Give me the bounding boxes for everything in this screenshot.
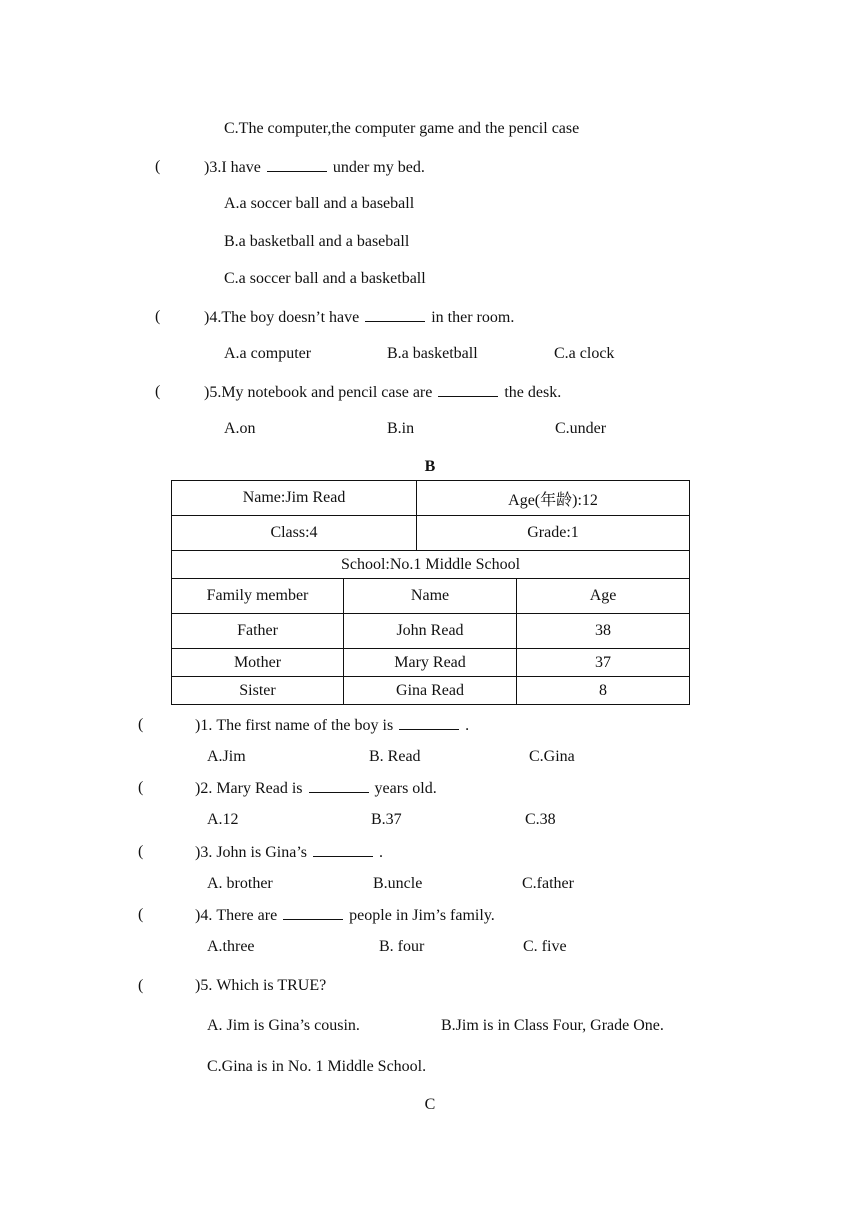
paren-close: ) (195, 977, 201, 994)
question-text (195, 842, 383, 863)
option-a: A.a soccer ball and a baseball (224, 195, 415, 212)
cell-name: Gina Read (344, 677, 517, 705)
table-header-row (172, 579, 690, 614)
table-row (172, 614, 690, 649)
answer-blank[interactable] (267, 157, 327, 172)
cell-age: 37 (517, 649, 690, 677)
header-family-member: Family member (172, 579, 344, 614)
table-row (172, 677, 690, 705)
option-c: C.father (522, 875, 574, 892)
school-cell: School:No.1 Middle School (172, 551, 690, 579)
section-c-title: C (424, 1096, 436, 1113)
table-row (172, 649, 690, 677)
question-text (195, 905, 495, 926)
answer-blank[interactable] (309, 778, 369, 793)
option-c: C.a soccer ball and a basketball (224, 270, 426, 287)
cell-age: 38 (517, 614, 690, 649)
answer-blank[interactable] (365, 307, 425, 322)
class-cell: Class:4 (172, 516, 417, 551)
q2-option-c: C.The computer,the computer game and the pencil case (224, 120, 580, 137)
table-row (172, 516, 690, 551)
cell-member: Sister (172, 677, 344, 705)
option-a: A. Jim is Gina’s cousin. (207, 1017, 360, 1034)
question-before: Mary Read is (216, 780, 303, 797)
question-before: The boy doesn’t have (221, 309, 360, 326)
paren-open: ( (138, 977, 144, 994)
question-after: . (465, 717, 470, 734)
question-before: The first name of the boy is (216, 717, 394, 734)
question-text (195, 715, 469, 736)
option-a: A.Jim (207, 748, 246, 765)
question-number: 5. (209, 384, 222, 401)
question-after: the desk. (504, 384, 562, 401)
option-b: B. four (379, 938, 425, 955)
header-name: Name (344, 579, 517, 614)
cell-age: 8 (517, 677, 690, 705)
option-c: C.under (555, 420, 607, 437)
paren-close: ) (204, 309, 210, 326)
option-c: C.38 (525, 811, 556, 828)
option-b: B.a basketball and a baseball (224, 233, 410, 250)
name-cell: Name:Jim Read (172, 481, 417, 516)
paren-close: ) (195, 780, 201, 797)
paren-close: ) (204, 159, 210, 176)
question-before: My notebook and pencil case are (221, 384, 433, 401)
question-text (204, 307, 514, 328)
question-text (204, 157, 425, 178)
cell-member: Mother (172, 649, 344, 677)
paren-open: ( (155, 383, 161, 400)
question-number: 3. (200, 844, 213, 861)
table-row (172, 551, 690, 579)
paren-open: ( (138, 843, 144, 860)
question-number: 3. (209, 159, 222, 176)
paren-close: ) (204, 384, 210, 401)
table-row (172, 481, 690, 516)
info-table (171, 480, 690, 705)
option-c: C.Gina (529, 748, 575, 765)
question-number: 5. (200, 977, 213, 994)
question-text (204, 382, 561, 403)
answer-blank[interactable] (313, 842, 373, 857)
answer-blank[interactable] (438, 382, 498, 397)
paren-close: ) (195, 717, 201, 734)
question-text (195, 976, 326, 996)
option-a: A.a computer (224, 345, 312, 362)
question-after: in ther room. (431, 309, 515, 326)
question-text (195, 778, 437, 799)
option-c: C. five (523, 938, 567, 955)
paren-open: ( (138, 906, 144, 923)
question-body: Which is TRUE? (216, 977, 327, 994)
cell-name: Mary Read (344, 649, 517, 677)
question-before: John is Gina’s (216, 844, 307, 861)
header-age: Age (517, 579, 690, 614)
option-b: B. Read (369, 748, 421, 765)
option-b: B.Jim is in Class Four, Grade One. (441, 1017, 664, 1034)
paren-open: ( (138, 779, 144, 796)
paren-open: ( (155, 158, 161, 175)
section-b-title: B (424, 458, 436, 475)
paren-close: ) (195, 907, 201, 924)
cell-member: Father (172, 614, 344, 649)
option-a: A.12 (207, 811, 239, 828)
option-b: B.37 (371, 811, 402, 828)
answer-blank[interactable] (283, 905, 343, 920)
age-cell: Age(年龄):12 (417, 481, 690, 516)
answer-blank[interactable] (399, 715, 459, 730)
question-number: 4. (209, 309, 222, 326)
question-number: 2. (200, 780, 213, 797)
question-after: years old. (374, 780, 437, 797)
paren-open: ( (138, 716, 144, 733)
question-after: . (379, 844, 383, 861)
grade-cell: Grade:1 (417, 516, 690, 551)
question-after: people in Jim’s family. (349, 907, 495, 924)
paren-open: ( (155, 308, 161, 325)
option-b: B.uncle (373, 875, 423, 892)
question-after: under my bed. (332, 159, 425, 176)
option-b: B.a basketball (387, 345, 478, 362)
option-a: A.three (207, 938, 255, 955)
option-a: A.on (224, 420, 256, 437)
question-before: There are (216, 907, 278, 924)
option-a: A. brother (207, 875, 273, 892)
option-c: C.Gina is in No. 1 Middle School. (207, 1058, 427, 1075)
question-number: 1. (200, 717, 213, 734)
question-number: 4. (200, 907, 213, 924)
cell-name: John Read (344, 614, 517, 649)
option-b: B.in (387, 420, 415, 437)
option-c: C.a clock (554, 345, 615, 362)
paren-close: ) (195, 844, 201, 861)
question-before: I have (221, 159, 261, 176)
